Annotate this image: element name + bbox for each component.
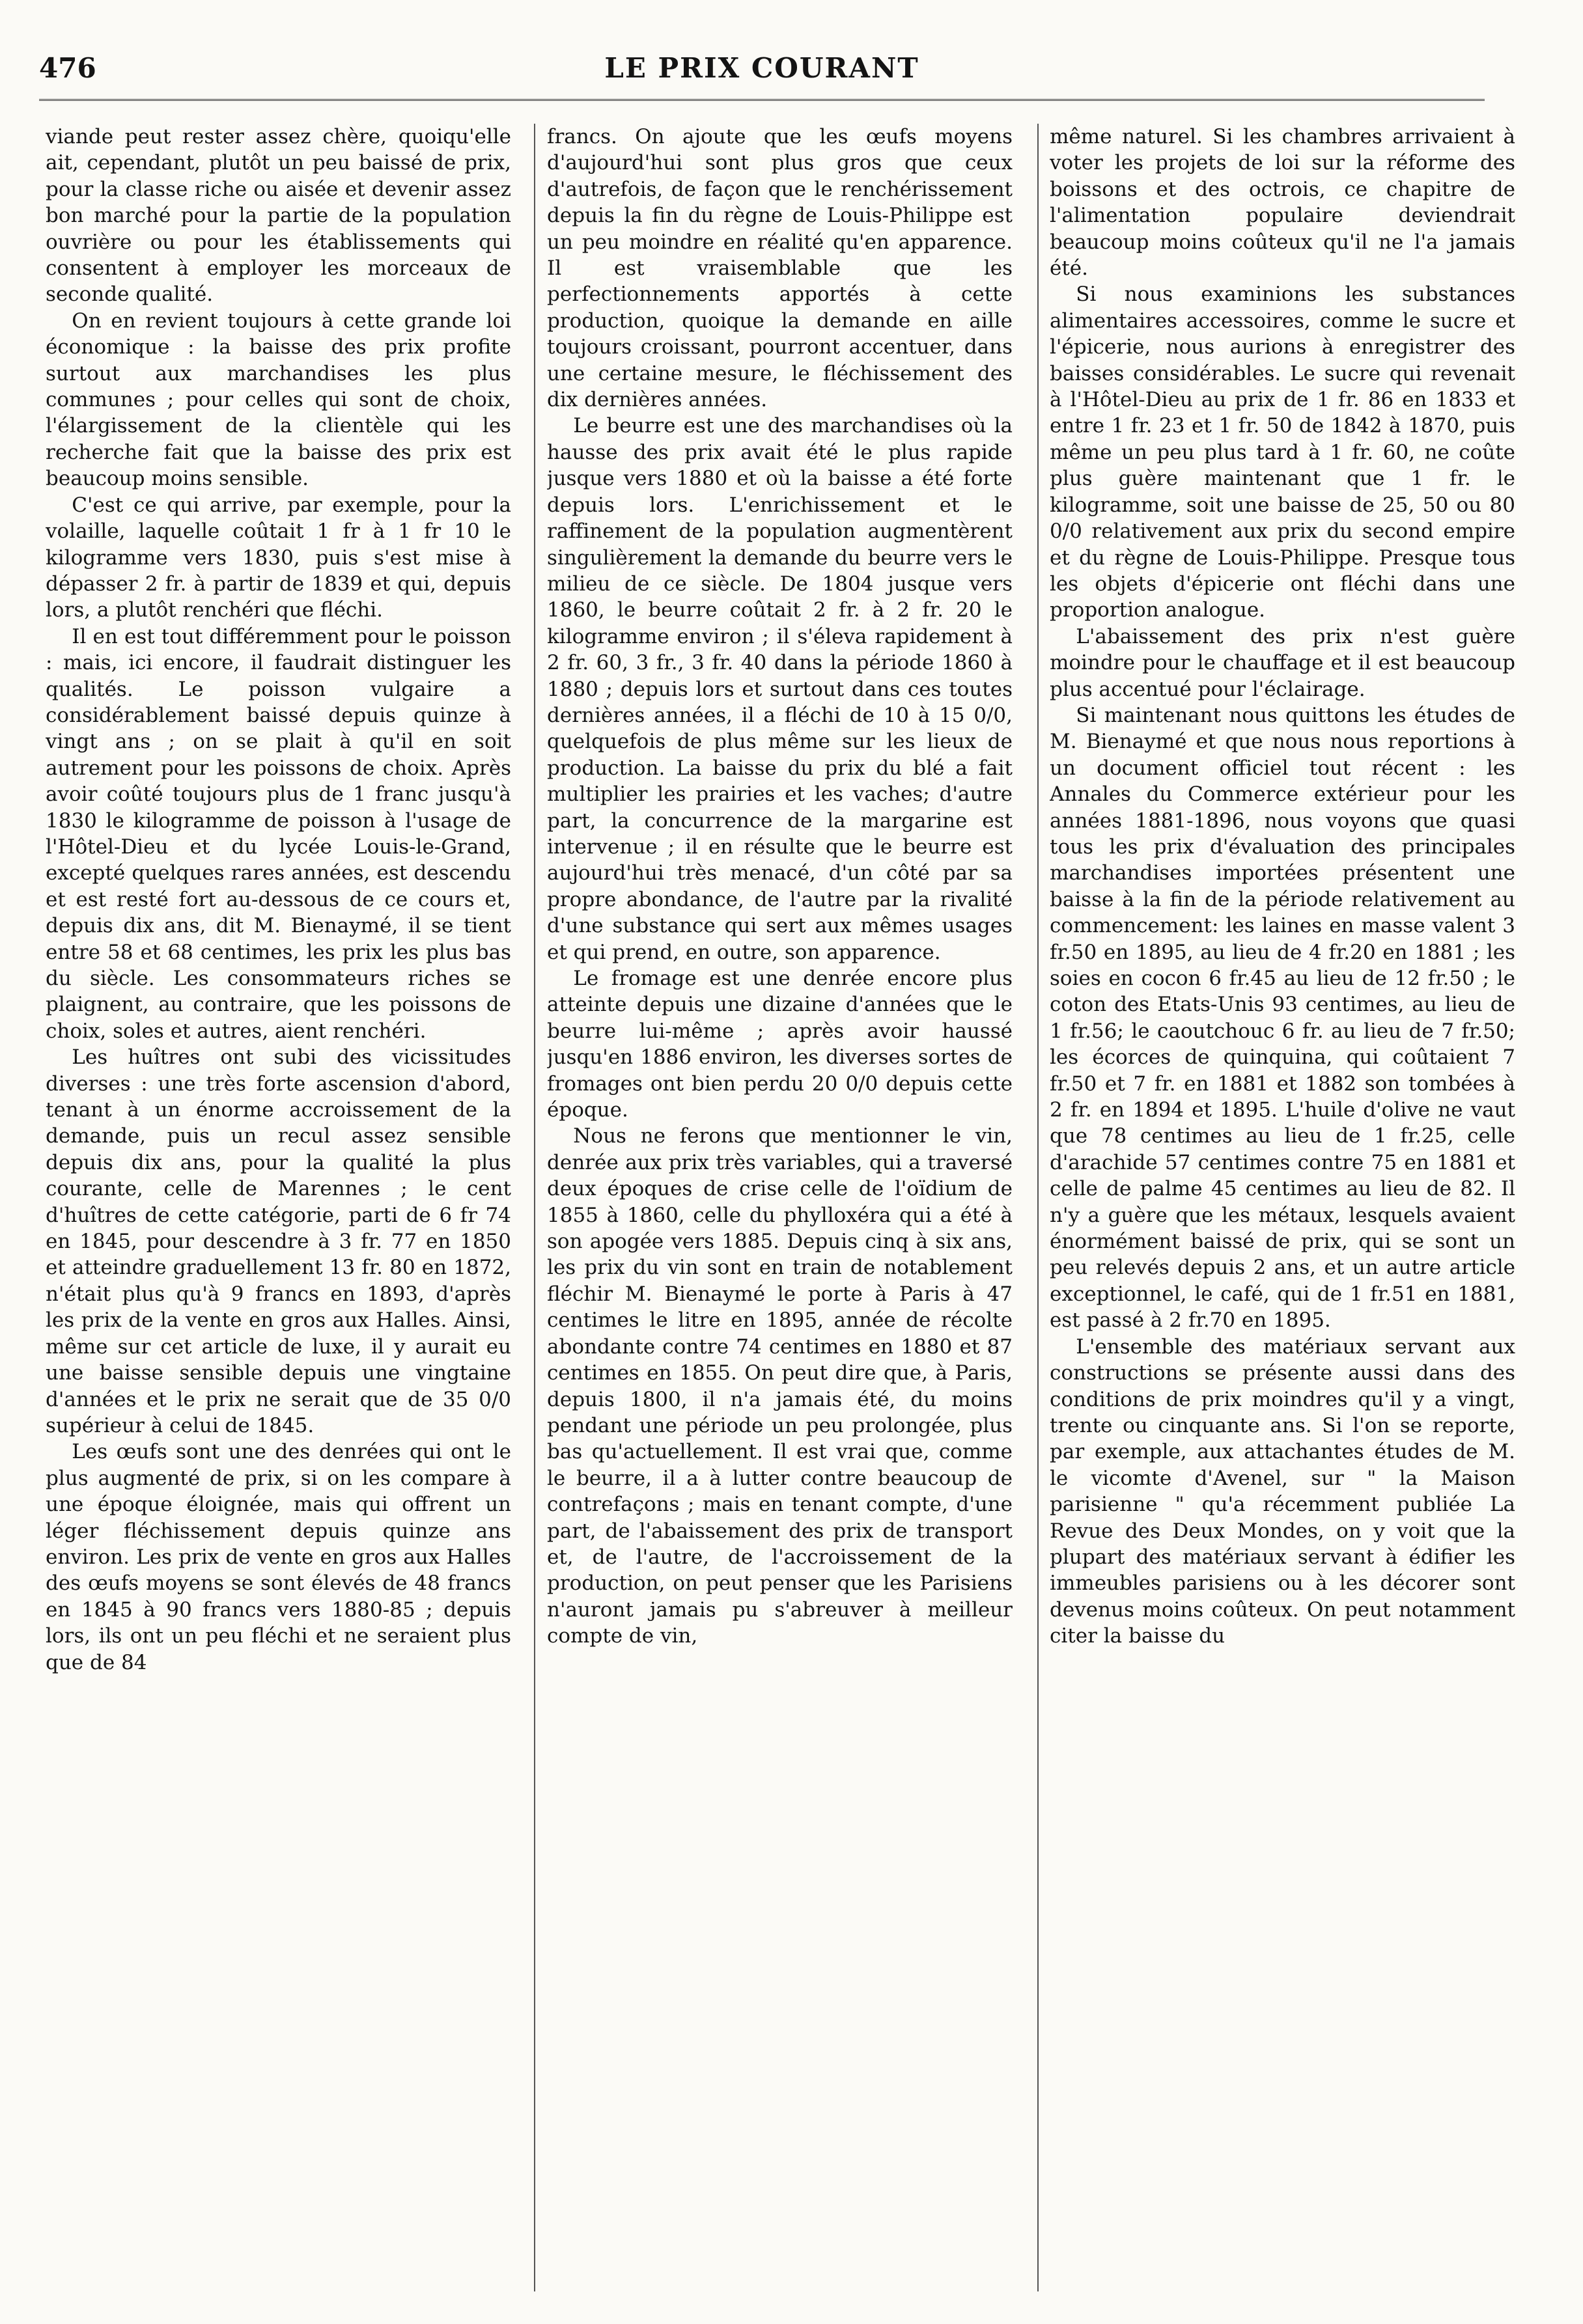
paragraph: Le fromage est une denrée encore plus atteinte depuis une dizaine d'années que le beurre lui-même ; après avoir haussé jusqu'en 1886 environ, les diverses sortes de fromages ont bien perdu 20 0/0 depuis cette époque. (547, 967, 1013, 1122)
page-number: 476 (39, 52, 96, 84)
paragraph: viande peut rester assez chère, quoiqu'elle ait, cependant, plutôt un peu baissé de prix, pour la classe riche ou aisée et devenir assez bon marché pour la partie de la population ouvrière ou pour les établissements qui consentent à employer les morceaux de seconde qualité. (46, 125, 511, 307)
paragraph: francs. On ajoute que les œufs moyens d'aujourd'hui sont plus gros que ceux d'autrefois, de façon que le renchérissement depuis la fin du règne de Louis-Philippe est un peu moindre en réalité qu'en apparence. Il est vraisemblable que les perfectionnements apportés à cette production, quoique la demande en aille toujours croissant, pourront accentuer, dans une certaine mesure, le fléchissement des dix dernières années. (547, 125, 1013, 412)
paragraph: C'est ce qui arrive, par exemple, pour la volaille, laquelle coûtait 1 fr à 1 fr 10 le kilogramme vers 1830, puis s'est mise à dépasser 2 fr. à partir de 1839 et qui, depuis lors, a plutôt renchéri que fléchi. (46, 493, 511, 622)
paragraph: L'ensemble des matériaux servant aux constructions se présente aussi dans des conditions de prix moindres qu'il y a vingt, trente ou cinquante ans. Si l'on se reporte, par exemple, aux attachantes études de M. le vicomte d'Avenel, sur " la Maison parisienne " qu'a récemment publiée La Revue des Deux Mondes, on y voit que la plupart des matériaux servant à édifier les immeubles parisiens ou à les décorer sont devenus moins coûteux. On peut notamment citer la baisse du (1050, 1335, 1515, 1648)
paragraph: Si maintenant nous quittons les études de M. Bienaymé et que nous nous reportions à un document officiel tout récent : les Annales du Commerce extérieur pour les années 1881-1896, nous voyons que quasi tous les prix d'évaluation des principales marchandises importées présentent une baisse à la fin de la période relativement au commencement: les laines en masse valent 3 fr.50 en 1895, au lieu de 4 fr.20 en 1881 ; les soies en cocon 6 fr.45 au lieu de 12 fr.50 ; le coton des Etats-Unis 93 centimes, au lieu de 1 fr.56; le caoutchouc 6 fr. au lieu de 7 fr.50; les écorces de quinquina, qui coûtaient 7 fr.50 et 7 fr. en 1881 et 1882 son tombées à 2 fr. en 1894 et 1895. L'huile d'olive ne vaut que 78 centimes au lieu de 1 fr.25, celle d'arachide 57 centimes contre 75 en 1881 et celle de palme 45 centimes au lieu de 82. Il n'y a guère que les métaux, lesquels avaient énormément baissé de prix, qui se sont un peu relevés depuis 2 ans, et un autre article exceptionnel, le café, qui de 1 fr.51 en 1881, est passé à 2 fr.70 en 1895. (1050, 703, 1515, 1333)
text-column-2 (547, 124, 1013, 2291)
column-rule (1037, 124, 1039, 2291)
paragraph: Les huîtres ont subi des vicissitudes diverses : une très forte ascension d'abord, tenant à un énorme accroissement de la demande, puis un recul assez sensible depuis dix ans, pour la qualité la plus courante, celle de Marennes ; le cent d'huîtres de cette catégorie, parti de 6 fr 74 en 1845, pour descendre à 3 fr. 77 en 1850 et atteindre graduellement 13 fr. 80 en 1872, n'était plus qu'à 9 francs en 1893, d'après les prix de la vente en gros aux Halles. Ainsi, même sur cet article de luxe, il y aurait eu une baisse sensible depuis une vingtaine d'années et le prix ne serait que de 35 0/0 supérieur à celui de 1845. (46, 1045, 511, 1437)
paragraph: même naturel. Si les chambres arrivaient à voter les projets de loi sur la réforme des boissons et des octrois, ce chapitre de l'alimentation populaire deviendrait beaucoup moins coûteux qu'il ne l'a jamais été. (1050, 125, 1515, 281)
paragraph: Le beurre est une des marchandises où la hausse des prix avait été le plus rapide jusque vers 1880 et où la baisse a été forte depuis lors. L'enrichissement et le raffinement de la population augmentèrent singulièrement la demande du beurre vers le milieu de ce siècle. De 1804 jusque vers 1860, le beurre coûtait 2 fr. à 2 fr. 20 le kilogramme environ ; il s'éleva rapidement à 2 fr. 60, 3 fr., 3 fr. 40 dans la période 1860 à 1880 ; depuis lors et surtout dans ces toutes dernières années, il a fléchi de 10 à 15 0/0, quelquefois de plus même sur les lieux de production. La baisse du prix du blé a fait multiplier les prairies et les vaches; d'autre part, la concurrence de la margarine est intervenue ; il en résulte que le beurre est aujourd'hui très menacé, d'un côté par sa propre abondance, de l'autre par la rivalité d'une substance qui sert aux mêmes usages et qui prend, en outre, son apparence. (547, 414, 1013, 964)
column-rule (534, 124, 535, 2291)
header-rule (39, 99, 1485, 101)
paragraph: Il en est tout différemment pour le poisson : mais, ici encore, il faudrait distinguer les qualités. Le poisson vulgaire a considérablement baissé depuis quinze à vingt ans ; on se plait à qu'il en soit autrement pour les poissons de choix. Après avoir coûté toujours plus de 1 franc jusqu'à 1830 le kilogramme de poisson à l'usage de l'Hôtel-Dieu et du lycée Louis-le-Grand, excepté quelques rares années, est descendu et est resté fort au-dessous de ce cours et, depuis dix ans, dit M. Bienaymé, il se tient entre 58 et 68 centimes, les prix les plus bas du siècle. Les consommateurs riches se plaignent, au contraire, que les poissons de choix, soles et autres, aient renchéri. (46, 624, 511, 1043)
paragraph: On en revient toujours à cette grande loi économique : la baisse des prix profite surtout aux marchandises les plus communes ; pour celles qui sont de choix, l'élargissement de la clientèle qui les recherche fait que la baisse des prix est beaucoup moins sensible. (46, 309, 511, 491)
page-header (39, 46, 1485, 98)
paragraph: Les œufs sont une des denrées qui ont le plus augmenté de prix, si on les compare à une époque éloignée, mais qui offrent un léger fléchissement depuis quinze ans environ. Les prix de vente en gros aux Halles des œufs moyens se sont élevés de 48 francs en 1845 à 90 francs vers 1880-85 ; depuis lors, ils ont un peu fléchi et ne seraient plus que de 84 (46, 1440, 511, 1674)
paragraph: Si nous examinions les substances alimentaires accessoires, comme le sucre et l'épicerie, nous aurions à enregistrer des baisses considérables. Le sucre qui revenait à l'Hôtel-Dieu au prix de 1 fr. 86 en 1833 et entre 1 fr. 23 et 1 fr. 50 de 1842 à 1870, puis même un peu plus tard à 1 fr. 60, ne coûte plus guère maintenant que 1 fr. le kilogramme, soit une baisse de 25, 50 ou 80 0/0 relativement aux prix du second empire et du règne de Louis-Philippe. Presque tous les objets d'épicerie ont fléchi dans une proportion analogue. (1050, 283, 1515, 622)
paragraph: Nous ne ferons que mentionner le vin, denrée aux prix très variables, qui a traversé deux époques de crise celle de l'oïdium de 1855 à 1860, celle du phylloxéra qui a été à son apogée vers 1885. Depuis cinq à six ans, les prix du vin sont en train de notablement fléchir M. Bienaymé le porte à Paris à 47 centimes le litre en 1895, année de récolte abondante contre 74 centimes en 1880 et 87 centimes en 1855. On peut dire que, à Paris, depuis 1800, il n'a jamais été, du moins pendant une période un peu prolongée, plus bas qu'actuellement. Il est vrai que, comme le beurre, il a à lutter contre beaucoup de contrefaçons ; mais en tenant compte, d'une part, de l'abaissement des prix de transport et, de l'autre, de l'accroissement de la production, on peut penser que les Parisiens n'auront jamais pu s'abreuver à meilleur compte de vin, (547, 1124, 1013, 1648)
journal-title: LE PRIX COURANT (604, 52, 919, 84)
paragraph: L'abaissement des prix n'est guère moindre pour le chauffage et il est beaucoup plus accentué pour l'éclairage. (1050, 624, 1515, 701)
text-column-1 (46, 124, 511, 2291)
text-column-3 (1050, 124, 1515, 2291)
